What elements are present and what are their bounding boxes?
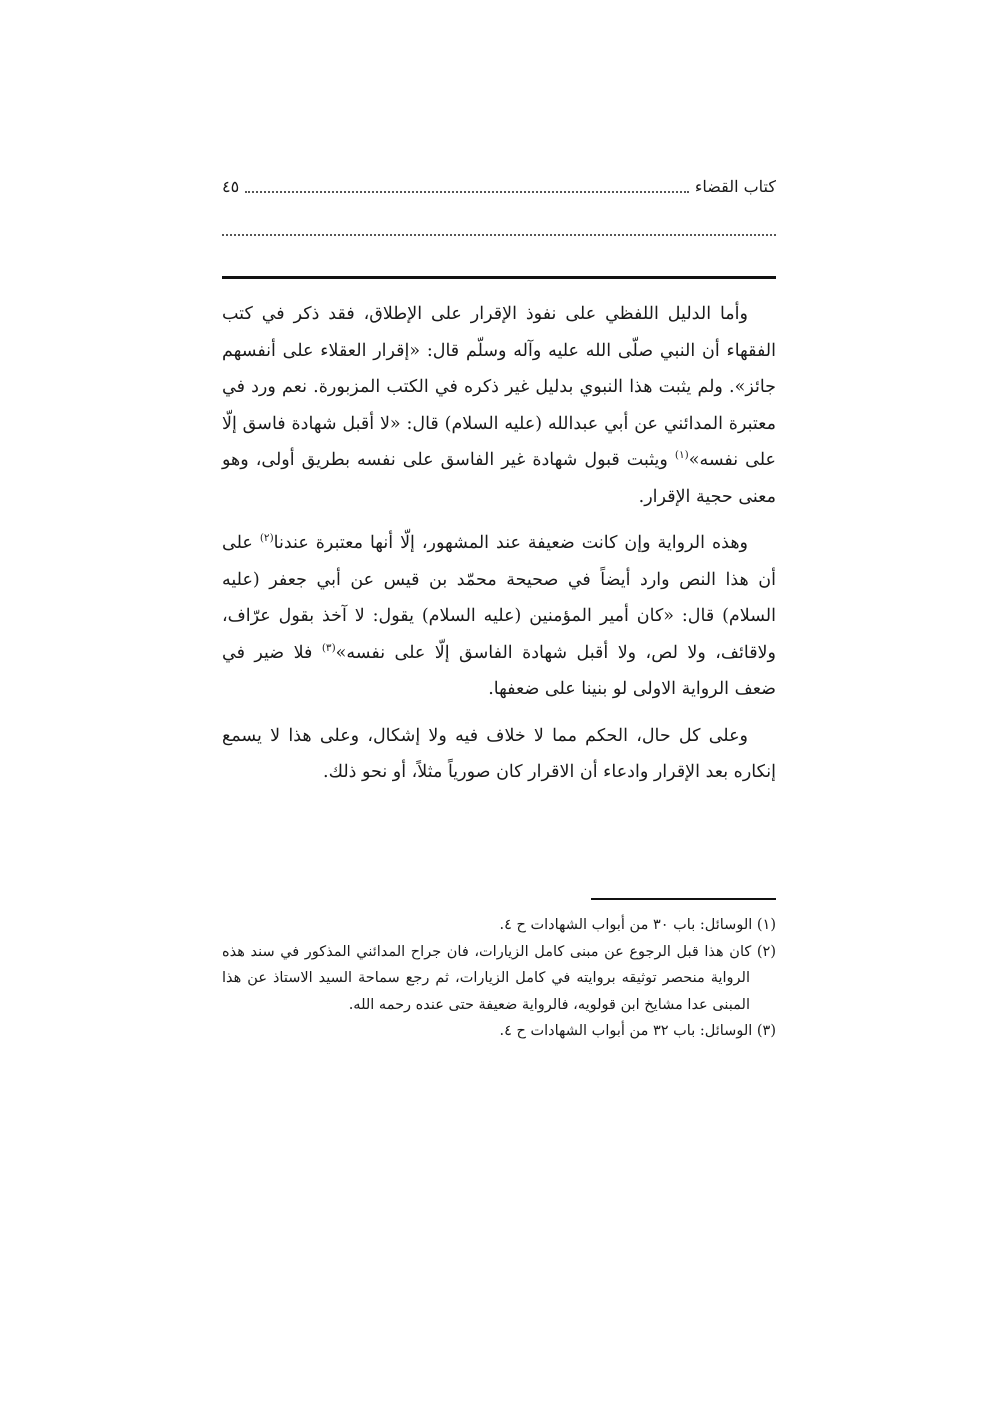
book-title: كتاب القضاء	[694, 176, 776, 196]
page-number: ٤٥	[222, 176, 240, 196]
paragraph-1-text: وأما الدليل اللفظي على نفوذ الإقرار على الإطلاق، فقد ذكر في كتب الفقهاء أن النبي صلّى الله عليه وآله وسلّم قال: «إقرار العقلاء على أنفسهم جائز». ولم يثبت هذا النبوي بدليل غير ذكره في الكتب المزبورة. نعم ورد في معتبرة المدائني عن أبي عبدالله (عليه السلام) قال: «لا أقبل شهادة فاسق إلّا على نفسه»	[222, 304, 776, 470]
paragraph-1	[222, 296, 776, 515]
footnote-rule	[591, 898, 776, 900]
page	[222, 0, 776, 1403]
footnotes	[222, 912, 776, 1045]
footnote-2: (٢) كان هذا قبل الرجوع عن مبنى كامل الزيارات، فان جراح المدائني المذكور في سند هذه الرواية منحصر توثيقه بروايته في كامل الزيارات، ثم رجع سماحة السيد الاستاذ عن هذا المبنى عدا مشايخ ابن قولويه، فالرواية ضعيفة حتى عنده رحمه الله.	[222, 943, 776, 1013]
paragraph-2	[222, 525, 776, 708]
footnote-ref-3[interactable]: (٣)	[321, 641, 336, 654]
paragraph-2-continuation: على أن هذا النص وارد أيضاً في صحيحة محمّد بن قيس عن أبي جعفر (عليه السلام) قال: «كان أمير المؤمنين (عليه السلام) يقول: لا آخذ بقول عرّاف، ولاقائف، ولا لص، ولا أقبل شهادة الفاسق إلّا على نفسه»	[222, 533, 776, 663]
main-text	[222, 296, 776, 801]
paragraph-2-ending: فلا ضير في ضعف الرواية الاولى لو بنينا على ضعفها.	[222, 642, 776, 699]
header-rule	[222, 276, 776, 279]
header-dot-leader	[245, 179, 689, 193]
paragraph-1-continuation: ويثبت قبول شهادة غير الفاسق على نفسه بطريق أولى، وهو معنى حجية الإقرار.	[222, 450, 776, 507]
paragraph-3	[222, 718, 776, 791]
footnote-ref-2[interactable]: (٢)	[259, 532, 274, 545]
footnote-ref-1[interactable]: (١)	[674, 449, 689, 462]
running-header	[222, 174, 776, 198]
paragraph-2-text: وهذه الرواية وإن كانت ضعيفة عند المشهور، إلّا أنها معتبرة عندنا	[273, 533, 748, 553]
paragraph-3-text: وعلى كل حال، الحكم مما لا خلاف فيه ولا إشكال، وعلى هذا لا يسمع إنكاره بعد الإقرار وادعاء أن الاقرار كان صورياً مثلاً، أو نحو ذلك.	[222, 725, 776, 782]
footnote-1: (١) الوسائل: باب ٣٠ من أبواب الشهادات ح ٤.	[499, 917, 776, 933]
dotted-separator	[222, 234, 776, 236]
footnote-3: (٣) الوسائل: باب ٣٢ من أبواب الشهادات ح ٤.	[499, 1023, 776, 1039]
